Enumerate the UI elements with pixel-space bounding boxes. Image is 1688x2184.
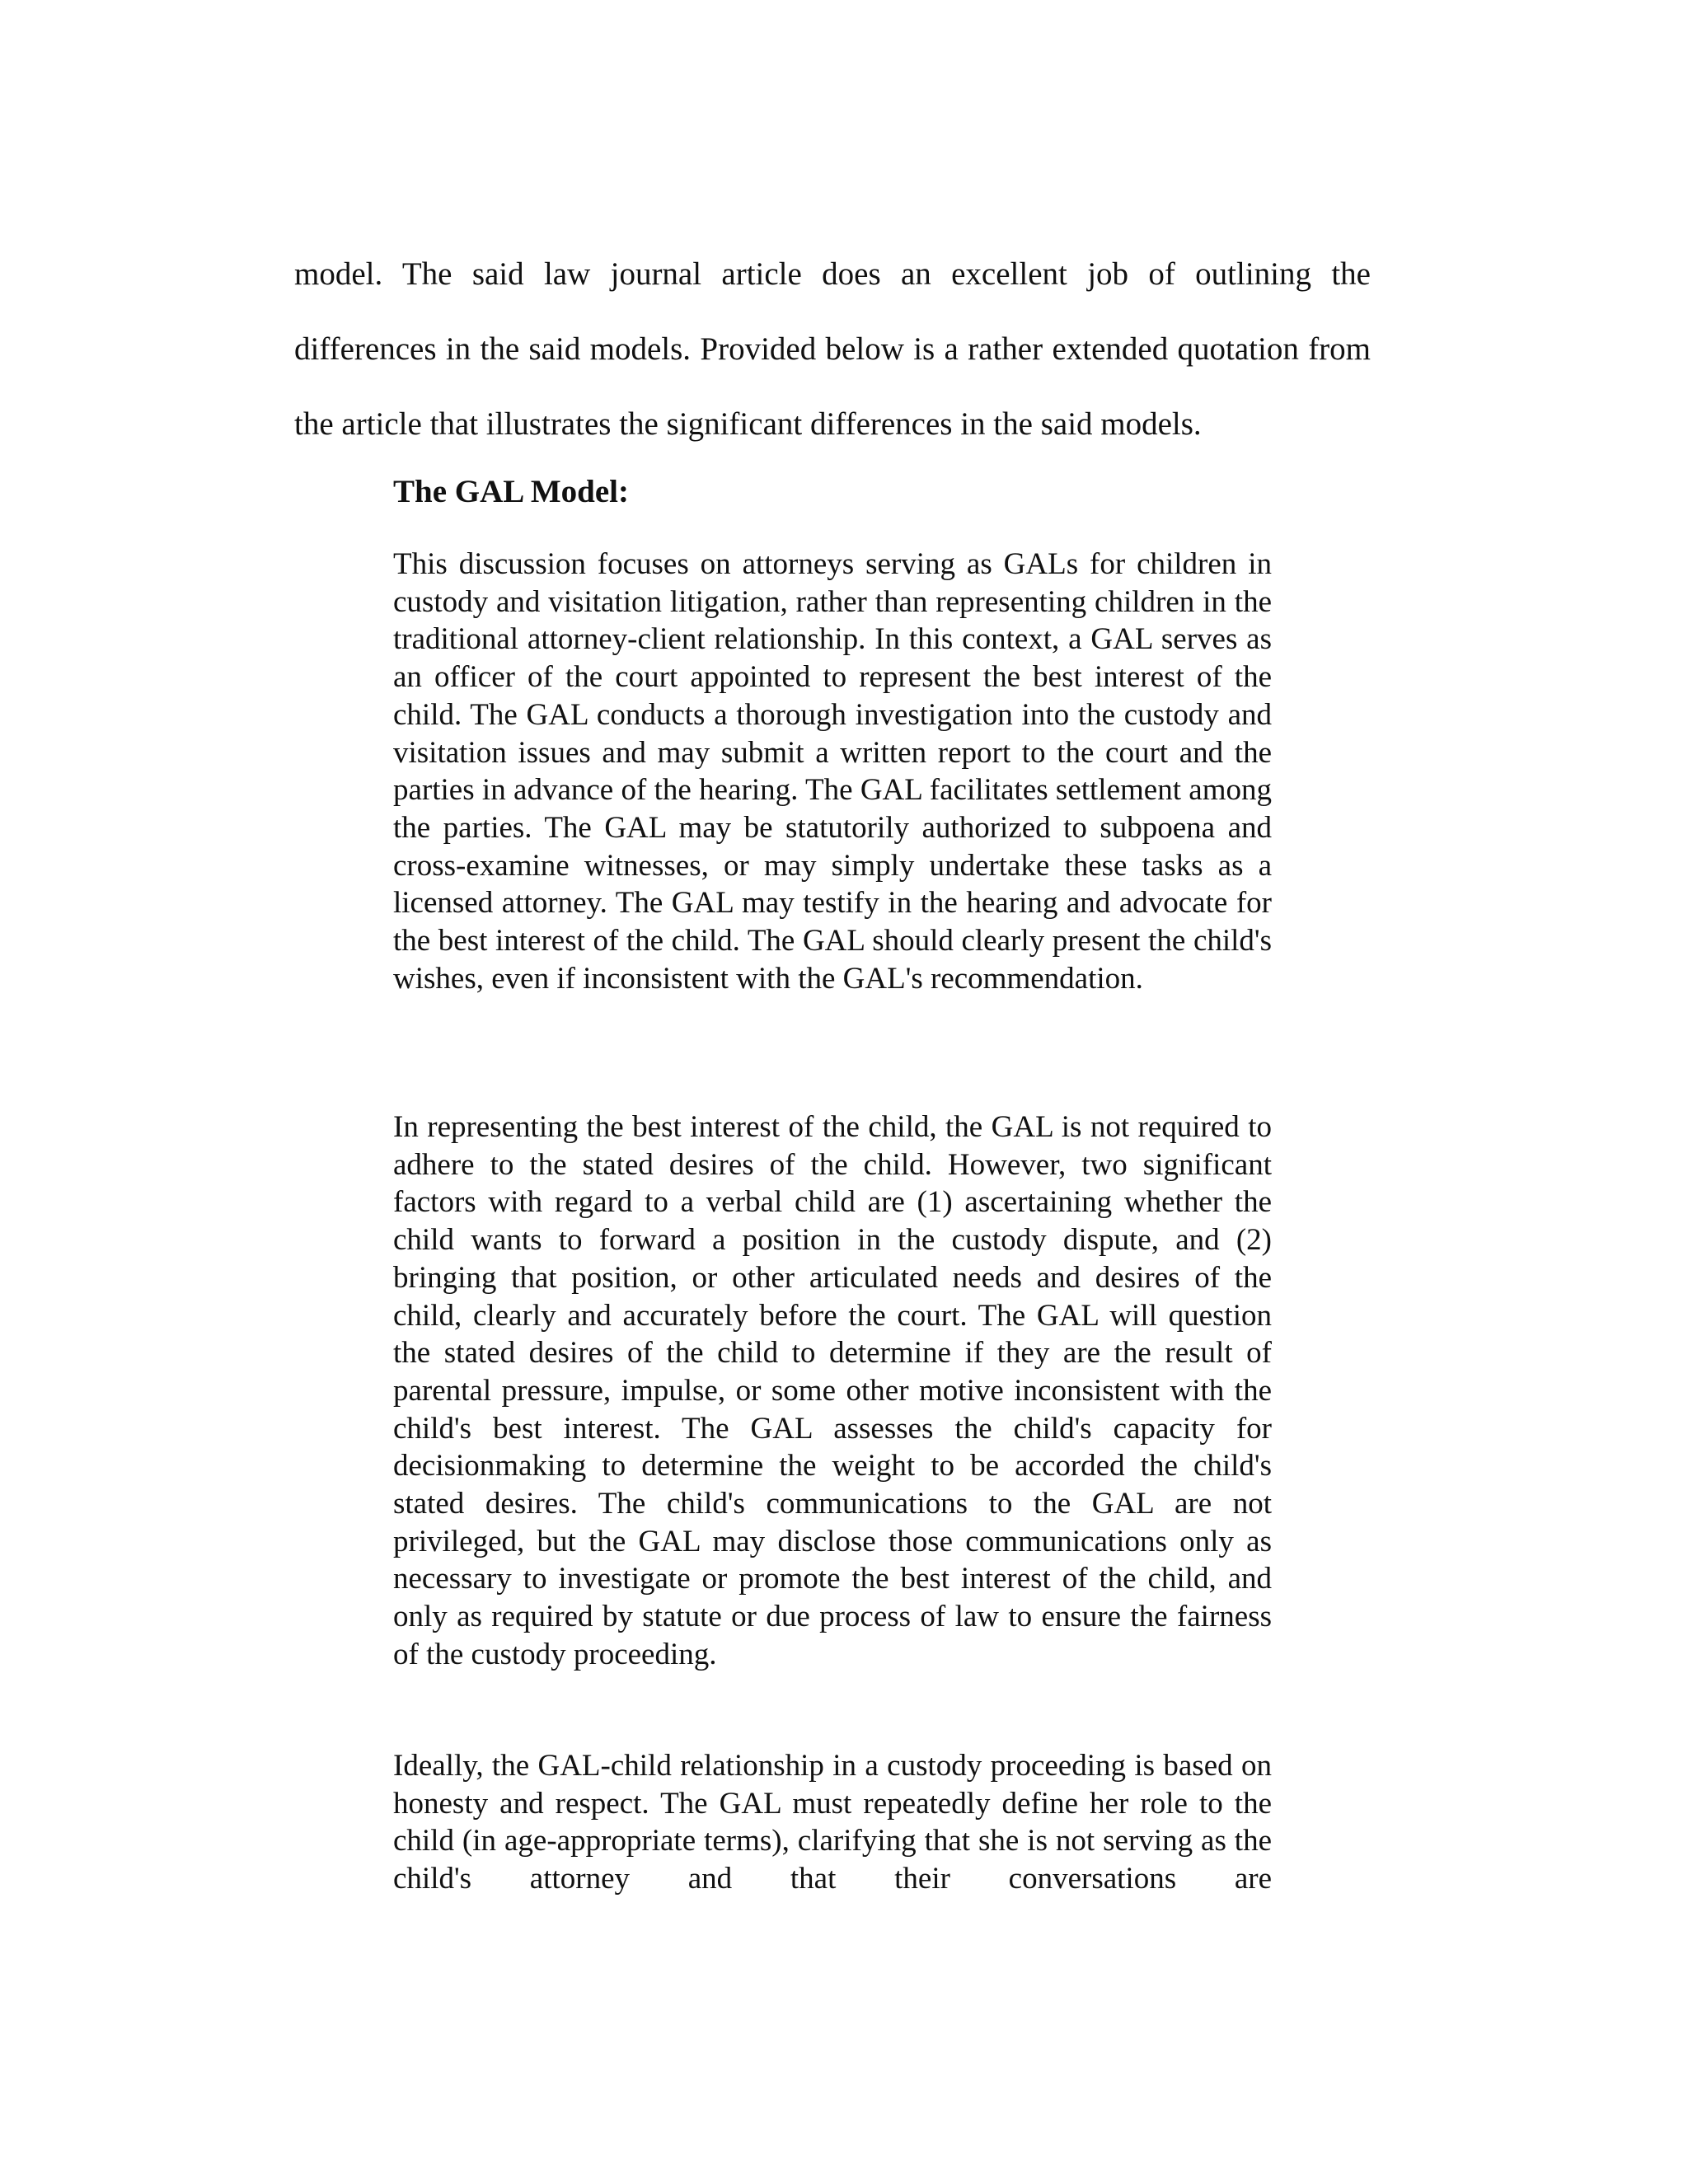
quotation-paragraph-2: In representing the best interest of the child, the GAL is not required to adhere to the stated desires of the child. However, two significant factors with regard to a verbal child are (1) ascertaining whether the child wants to forward a position in the custody dispute, and (2) bringing that position, or other articulated needs and desires of the child, clearly and accurately before the court. The GAL will question the stated desires of the child to determine if they are the result of parental pressure, impulse, or some other motive inconsistent with the child's best interest. The GAL assesses the child's capacity for decisionmaking to determine the weight to be accorded the child's stated desires. The child's communications to the GAL are not privileged, but the GAL may disclose those communications only as necessary to investigate or promote the best interest of the child, and only as required by statute or due process of law to ensure the fairness of the custody proceeding. (393, 1110, 1272, 1671)
quotation-paragraph-3: Ideally, the GAL-child relationship in a custody proceeding is based on honesty and respect. The GAL must repeatedly define her role to the child (in age-appropriate terms), clarifying that she is not serving as the child's attorney and that their conversations are (393, 1749, 1272, 1896)
quotation-heading: The GAL Model: (393, 474, 630, 509)
intro-paragraph: model. The said law journal article does an excellent job of outlining the differences in the said models. Provided below is a rather extended quotation from the article that illustrates the significant differences in the said models. (294, 256, 1371, 442)
quotation-paragraph-1: This discussion focuses on attorneys serving as GALs for children in custody and visitation litigation, rather than representing children in the traditional attorney-client relationship. In this context, a GAL serves as an officer of the court appointed to represent the best interest of the child. The GAL conducts a thorough investigation into the custody and visitation issues and may submit a written report to the court and the parties in advance of the hearing. The GAL facilitates settlement among the parties. The GAL may be statutorily authorized to subpoena and cross-examine witnesses, or may simply undertake these tasks as a licensed attorney. The GAL may testify in the hearing and advocate for the best interest of the child. The GAL should clearly present the child's wishes, even if inconsistent with the GAL's recommendation. (393, 547, 1272, 996)
